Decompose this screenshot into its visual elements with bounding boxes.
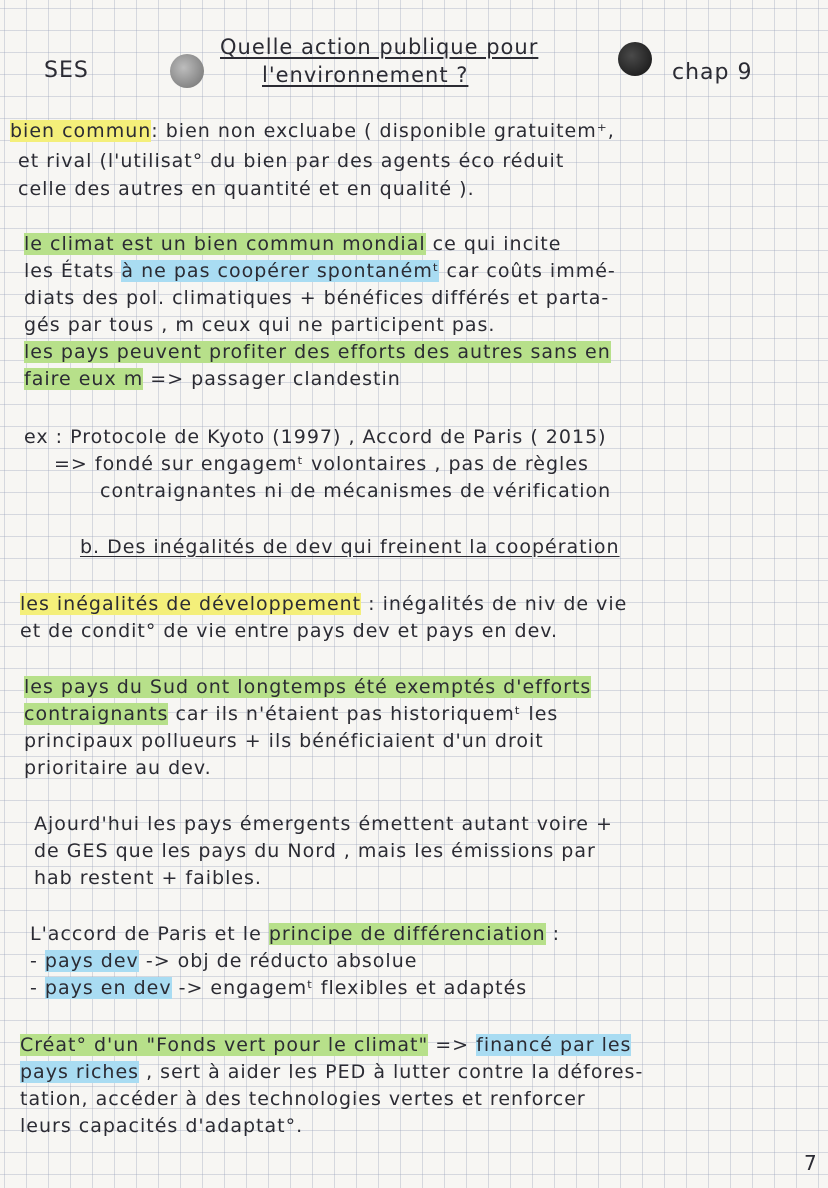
note-line <box>20 618 558 644</box>
note-line <box>10 118 615 144</box>
note-line <box>24 285 609 311</box>
note-line <box>24 339 611 365</box>
note-line <box>80 534 620 560</box>
note-line <box>34 811 613 837</box>
highlighted-text: pays riches <box>20 1061 140 1083</box>
note-line <box>24 258 616 284</box>
note-text: Ajourd'hui les pays émergents émettent autant voire + <box>34 813 613 835</box>
note-line <box>24 312 495 338</box>
note-text: car ils n'étaient pas historiquemᵗ les <box>168 703 559 725</box>
note-text: => fondé sur engagemᵗ volontaires , pas de règles <box>54 453 589 475</box>
note-text: hab restent + faibles. <box>34 867 262 889</box>
note-line <box>24 674 591 700</box>
note-line <box>20 1032 631 1058</box>
highlighted-text: financé par les <box>476 1034 632 1056</box>
note-line <box>24 728 544 754</box>
note-line <box>34 838 596 864</box>
note-line <box>20 1059 643 1085</box>
note-text: b. Des inégalités de dev qui freinent la coopération <box>80 536 620 558</box>
subject-label: SES <box>44 58 89 83</box>
note-text: : inégalités de niv de vie <box>361 593 628 615</box>
note-text: et de condit° de vie entre pays dev et pays en dev. <box>20 620 559 642</box>
note-text: -> engagemᵗ flexibles et adaptés <box>171 977 528 999</box>
note-line <box>30 921 560 947</box>
note-line <box>30 975 527 1001</box>
highlighted-text: faire eux m <box>24 368 144 390</box>
note-text: : <box>545 923 561 945</box>
highlighted-text: pays en dev <box>44 977 172 999</box>
note-text: , sert à aider les PED à lutter contre la défores- <box>139 1061 644 1083</box>
highlighted-text: les pays peuvent profiter des efforts des autres sans en <box>24 341 611 363</box>
note-line <box>20 1086 586 1112</box>
highlighted-text: principe de différenciation <box>268 923 546 945</box>
highlighted-text: les inégalités de développement <box>20 593 362 615</box>
note-line <box>100 478 611 504</box>
highlighted-text: pays dev <box>44 950 139 972</box>
note-line <box>30 948 417 974</box>
note-text: leurs capacités d'adaptat°. <box>20 1115 304 1137</box>
note-line <box>18 148 564 174</box>
note-text: ce qui incite <box>425 233 562 255</box>
chapter-label: chap 9 <box>672 60 753 85</box>
note-line <box>24 231 561 257</box>
note-text: tation, accéder à des technologies vertes et renforcer <box>20 1088 586 1110</box>
binder-hole-left <box>170 54 204 88</box>
note-text: => passager clandestin <box>143 368 401 390</box>
note-text: les États <box>24 260 122 282</box>
note-line <box>24 701 558 727</box>
note-line <box>20 1113 303 1139</box>
note-text: car coûts immé- <box>439 260 616 282</box>
page-title-line1: Quelle action publique pour <box>220 35 539 59</box>
note-text: prioritaire au dev. <box>24 757 212 779</box>
highlighted-text: le climat est un bien commun mondial <box>24 233 426 255</box>
note-line <box>24 366 401 392</box>
note-text: : bien non excluabe ( disponible gratuitem⁺, <box>151 120 615 142</box>
page-number: 7 <box>804 1151 818 1175</box>
note-text: et rival (l'utilisat° du bien par des agents éco réduit <box>18 150 565 172</box>
note-text: L'accord de Paris et le <box>30 923 269 945</box>
highlighted-text: les pays du Sud ont longtemps été exemptés d'efforts <box>24 676 592 698</box>
highlighted-text: à ne pas coopérer spontanémᵗ <box>121 260 440 282</box>
note-text: -> obj de réducto absolue <box>138 950 418 972</box>
note-line <box>24 755 212 781</box>
highlighted-text: Créat° d'un "Fonds vert pour le climat" <box>20 1034 429 1056</box>
note-line <box>54 451 589 477</box>
note-text: de GES que les pays du Nord , mais les émissions par <box>34 840 596 862</box>
note-line <box>34 865 262 891</box>
note-text: => <box>428 1034 477 1056</box>
note-line <box>24 424 607 450</box>
binder-hole-right <box>618 42 652 76</box>
note-text: diats des pol. climatiques + bénéfices différés et parta- <box>24 287 610 309</box>
note-text: celle des autres en quantité et en qualité ). <box>18 178 475 200</box>
note-line <box>18 176 475 202</box>
note-text: gés par tous , m ceux qui ne participent pas. <box>24 314 496 336</box>
note-text: ex : Protocole de Kyoto (1997) , Accord de Paris ( 2015) <box>24 426 607 448</box>
highlighted-text: contraignants <box>24 703 169 725</box>
note-line <box>20 591 627 617</box>
note-text: - <box>30 977 45 999</box>
page-title-line2: l'environnement ? <box>262 63 469 87</box>
highlighted-text: bien commun <box>10 120 152 142</box>
note-text: - <box>30 950 45 972</box>
note-text: principaux pollueurs + ils bénéficiaient d'un droit <box>24 730 544 752</box>
note-text: contraignantes ni de mécanismes de vérification <box>100 480 612 502</box>
